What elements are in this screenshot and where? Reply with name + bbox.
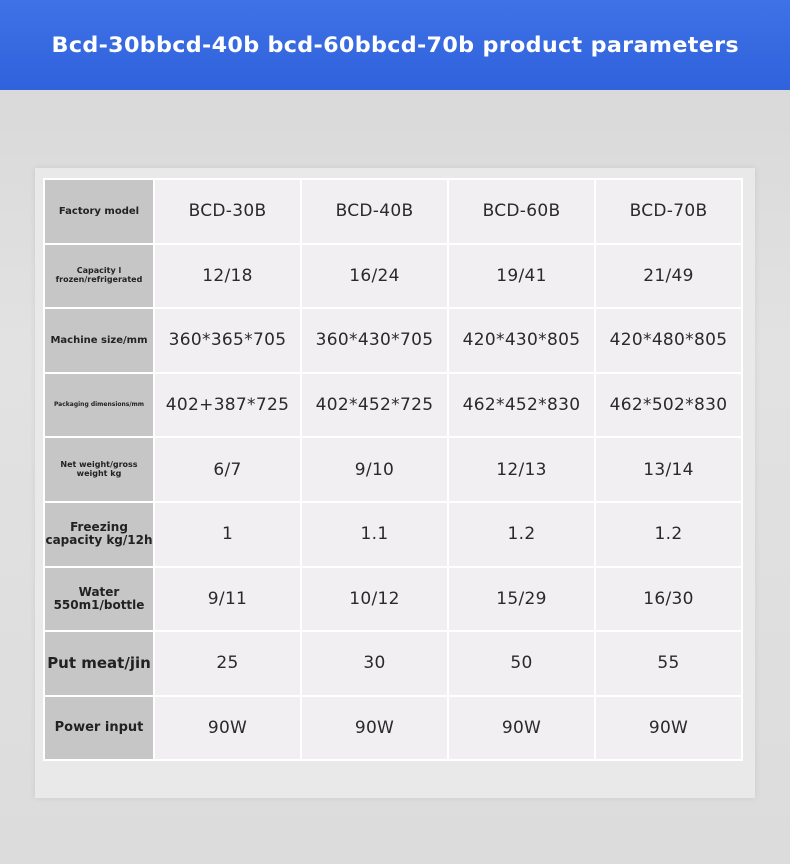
table-cell: 13/14 — [596, 438, 741, 501]
row-label-water: Water 550m1/bottle — [45, 568, 153, 631]
table-row-capacity — [45, 245, 741, 308]
table-cell: 1.2 — [449, 503, 594, 566]
table-cell: 90W — [449, 697, 594, 760]
table-cell: 462*502*830 — [596, 374, 741, 437]
table-cell: 360*365*705 — [155, 309, 300, 372]
table-cell: 360*430*705 — [302, 309, 447, 372]
table-cell: 420*480*805 — [596, 309, 741, 372]
table-cell: 12/18 — [155, 245, 300, 308]
table-row-weight — [45, 438, 741, 501]
table-row-put-meat — [45, 632, 741, 695]
table-cell: 1.1 — [302, 503, 447, 566]
table-cell: 16/24 — [302, 245, 447, 308]
parameters-panel — [35, 168, 755, 798]
table-cell: 25 — [155, 632, 300, 695]
page-title: Bcd-30bbcd-40b bcd-60bbcd-70b product parameters — [51, 33, 739, 57]
table-row-freezing-capacity — [45, 503, 741, 566]
row-label-factory-model: Factory model — [45, 180, 153, 243]
table-cell: 90W — [596, 697, 741, 760]
table-cell: 50 — [449, 632, 594, 695]
table-cell: 19/41 — [449, 245, 594, 308]
table-cell: 90W — [155, 697, 300, 760]
table-row-water — [45, 568, 741, 631]
table-cell: 1 — [155, 503, 300, 566]
model-header-bcd-60b: BCD-60B — [449, 180, 594, 243]
table-cell: 55 — [596, 632, 741, 695]
row-label-freezing-capacity: Freezing capacity kg/12h — [45, 503, 153, 566]
title-banner — [0, 0, 790, 90]
table-cell: 9/11 — [155, 568, 300, 631]
table-cell: 9/10 — [302, 438, 447, 501]
table-cell: 10/12 — [302, 568, 447, 631]
table-cell: 6/7 — [155, 438, 300, 501]
parameters-table — [43, 178, 743, 761]
table-cell: 420*430*805 — [449, 309, 594, 372]
table-cell: 30 — [302, 632, 447, 695]
table-cell: 21/49 — [596, 245, 741, 308]
row-label-capacity: Capacity l frozen/refrigerated — [45, 245, 153, 308]
model-header-bcd-30b: BCD-30B — [155, 180, 300, 243]
row-label-weight: Net weight/gross weight kg — [45, 438, 153, 501]
table-cell: 90W — [302, 697, 447, 760]
table-row-machine-size — [45, 309, 741, 372]
row-label-put-meat: Put meat/jin — [45, 632, 153, 695]
table-cell: 402+387*725 — [155, 374, 300, 437]
row-label-packaging-dimensions: Packaging dimensions/mm — [45, 374, 153, 437]
row-label-power-input: Power input — [45, 697, 153, 760]
table-header-row — [45, 180, 741, 243]
table-row-packaging-dimensions — [45, 374, 741, 437]
table-row-power-input — [45, 697, 741, 760]
table-cell: 16/30 — [596, 568, 741, 631]
table-cell: 402*452*725 — [302, 374, 447, 437]
table-cell: 12/13 — [449, 438, 594, 501]
model-header-bcd-70b: BCD-70B — [596, 180, 741, 243]
table-cell: 15/29 — [449, 568, 594, 631]
model-header-bcd-40b: BCD-40B — [302, 180, 447, 243]
row-label-machine-size: Machine size/mm — [45, 309, 153, 372]
table-cell: 1.2 — [596, 503, 741, 566]
table-cell: 462*452*830 — [449, 374, 594, 437]
